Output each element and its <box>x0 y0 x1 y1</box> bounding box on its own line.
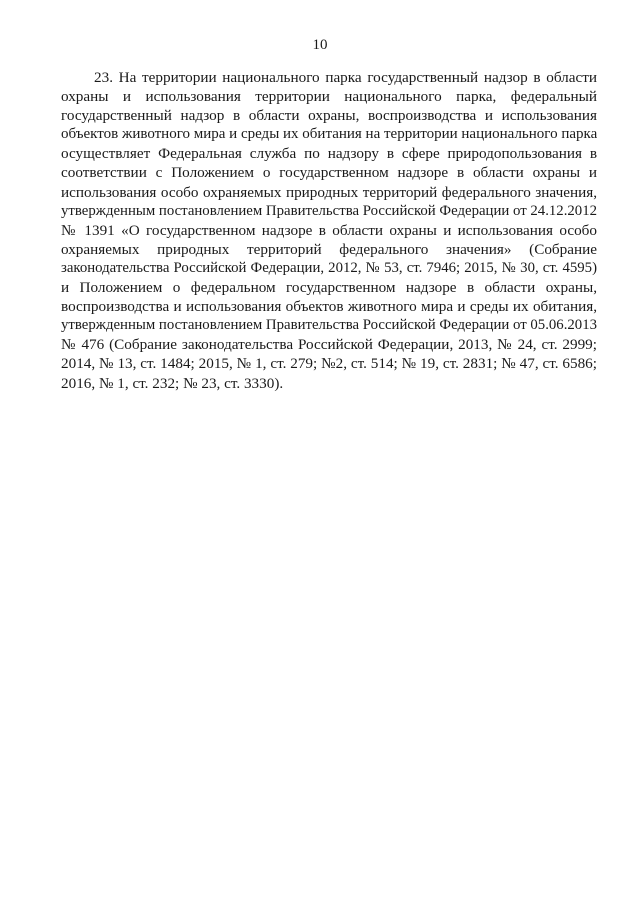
paragraph-line: № 476 (Собрание законодательства Российской Федерации, 2013, № 24, ст. 2999; <box>61 336 597 354</box>
paragraph-23 <box>61 68 597 393</box>
paragraph-line: охраняемых природных территорий федерального значения» (Собрание <box>61 240 597 258</box>
paragraph-line: охраны и использования территории национального парка, федеральный <box>61 88 597 106</box>
paragraph-line: объектов животного мира и среды их обитания на территории национального парка <box>61 126 597 143</box>
paragraph-line: осуществляет Федеральная служба по надзору в сфере природопользования в <box>61 145 597 163</box>
paragraph-line: 2016, № 1, ст. 232; № 23, ст. 3330). <box>61 374 284 392</box>
paragraph-line: соответствии с Положением о государственном надзоре в области охраны и <box>61 164 597 182</box>
paragraph-line: законодательства Российской Федерации, 2012, № 53, ст. 7946; 2015, № 30, ст. 4595) <box>61 259 597 276</box>
paragraph-line: использования особо охраняемых природных территорий федерального значения, <box>61 183 597 201</box>
paragraph-line: 2014, № 13, ст. 1484; 2015, № 1, ст. 279; №2, ст. 514; № 19, ст. 2831; № 47, ст. 6586; <box>61 355 597 373</box>
paragraph-line: утвержденным постановлением Правительства Российской Федерации от 05.06.2013 <box>61 317 597 334</box>
paragraph-line: № 1391 «О государственном надзоре в области охраны и использования особо <box>61 221 597 239</box>
paragraph-line: государственный надзор в области охраны, воспроизводства и использования <box>61 107 597 125</box>
paragraph-line: 23. На территории национального парка государственный надзор в области <box>94 69 597 86</box>
paragraph-line: воспроизводства и использования объектов животного мира и среды их обитания, <box>61 298 597 316</box>
page-number: 10 <box>312 37 328 53</box>
paragraph-line: и Положением о федеральном государственном надзоре в области охраны, <box>61 279 597 297</box>
paragraph-line: утвержденным постановлением Правительства Российской Федерации от 24.12.2012 <box>61 202 597 219</box>
